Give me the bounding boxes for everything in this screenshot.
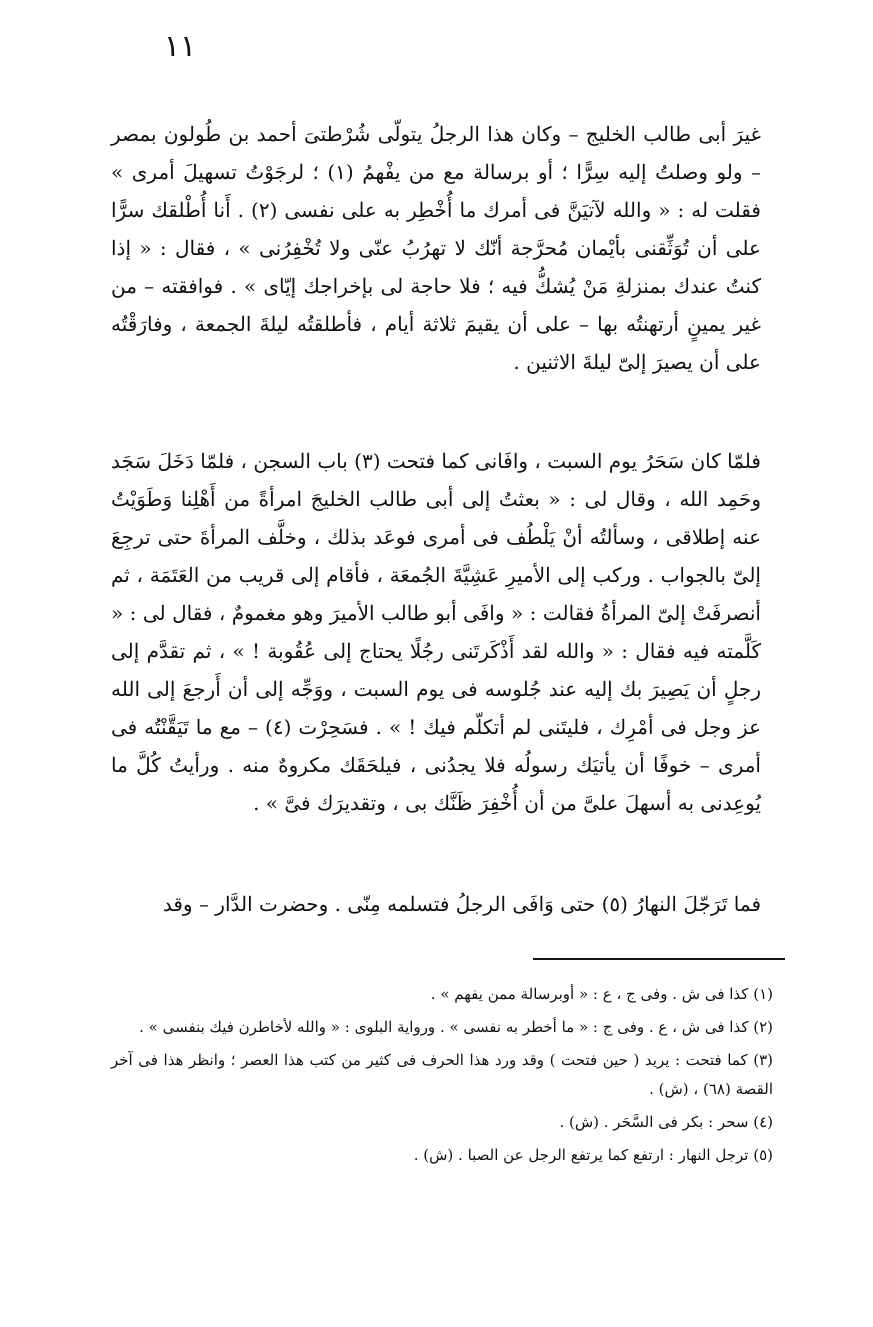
footnote: (٤) سحر : بكر فى السَّحَر . (ش) . <box>559 1113 773 1131</box>
body-paragraph: فلمّا كان سَحَرُ يوم السبت ، وافَانى كما فتحت (٣) باب السجن ، فلمّا دَخَلَ سَجَد وحَمِد الله ، وقال لى : « بعثتُ إلى أبى طالب الخليجَ امرأةً من أَهْلِنا وَطَوَيْتُ عنه إطلاقى ، وسألتُه أنْ يَلْطُف فى أمرى فوعَد بذلك ، وخلَّف المرأةَ حتى ترجِعَ إلىّ بالجواب . وركب إلى الأميرِ عَشِيَّةَ الجُمعَة ، فأقام إلى قريب من العَتَمَة ، ثم أنصرفَتْ إلىّ المرأةُ فقالت : « وافَى أبو طالب الأميرَ وهو مغمومٌ ، فقال لى : « كَلَّمته فيه فقال : « والله لقد أَذْكَرتَنى رجُلًا يحتاج إلى عُقُوبة ! » ، ثم تقدَّم إلى رجلٍ أن يَصِيرَ بك إليه عند جُلوسه فى يوم السبت ، ووَجِّه إلى أن أَرجعَ إلى الله عز وجل فى أمْرِك ، فليتَنى لم أتكلّم فيك ! » . فسَحِرْت (٤) – مع ما تَيَقَّنْتُه فى أمرى – خوفًا أن يأتيَك رسولُه فلا يجدُنى ، فيلحَقَك مكروهٌ منه . ورأيتُ كُلَّ ما يُوعِدنى به أسهلَ علىَّ من أن أُخْفِرَ ظَنَّك بى ، وتقديرَك فىَّ » . <box>111 449 762 815</box>
footnote: (٢) كذا فى ش ، ع . وفى ج : « ما أخطر به نفسى » . ورواية البلوى : « والله لأخاطرن فيك بنفسى » . <box>139 1018 773 1036</box>
footnote-divider <box>533 958 785 960</box>
footnote: (٣) كما فتحت : يريد ( حين فتحت ) وقد ورد هذا الحرف فى كثير من كتب هذا العصر ؛ وانظر هذا فى آخر القصة (٦٨) ، (ش) . <box>111 1051 773 1098</box>
body-paragraph: فما تَرَجّلَ النهارُ (٥) حتى وَافَى الرجلُ فتسلمه مِنّى . وحضرت الدَّار – وقد <box>162 892 761 916</box>
footnote: (٥) ترجل النهار : ارتفع كما يرتفع الرجل عن الصبا . (ش) . <box>413 1146 773 1164</box>
page-number: ١١ <box>163 29 197 64</box>
footnote: (١) كذا فى ش . وفى ج ، ع : « أوبرسالة ممن يفهم » . <box>430 985 773 1003</box>
body-paragraph: غيرَ أبى طالب الخليج – وكان هذا الرجلُ يتولّى شُرْطتىَ أحمد بن طُولون بمصر – ولو وصلتُ إليه سِرًّا ؛ أو برسالة مع من يفْهمُ (١) ؛ لرجَوْتُ تسهيلَ أمرى » فقلت له : « والله لآتيَنَّ فى أمرك ما أُخْطِر به على نفسى (٢) . أَنا أُطْلقك سرًّا على أن تُوَثِّقنى بأيْمان مُحرَّجة أنّك لا تهرُبُ عنّى ولا تُخْفِرُنى » ، فقال : « إذا كنتُ عندك بمنزلةِ مَنْ يُشكُّ فيه ؛ فلا حاجة لى بإخراجك إيّاى » . فوافقته – من غير يمينٍ أرتهنتُه بها – على أن يقيمَ ثلاثة أيام ، فأطلقتُه ليلةَ الجمعة ، وفارَقْتُه على أن يصيرَ إلىّ ليلةَ الاثنين . <box>111 122 761 374</box>
footnotes-list <box>111 980 787 1174</box>
